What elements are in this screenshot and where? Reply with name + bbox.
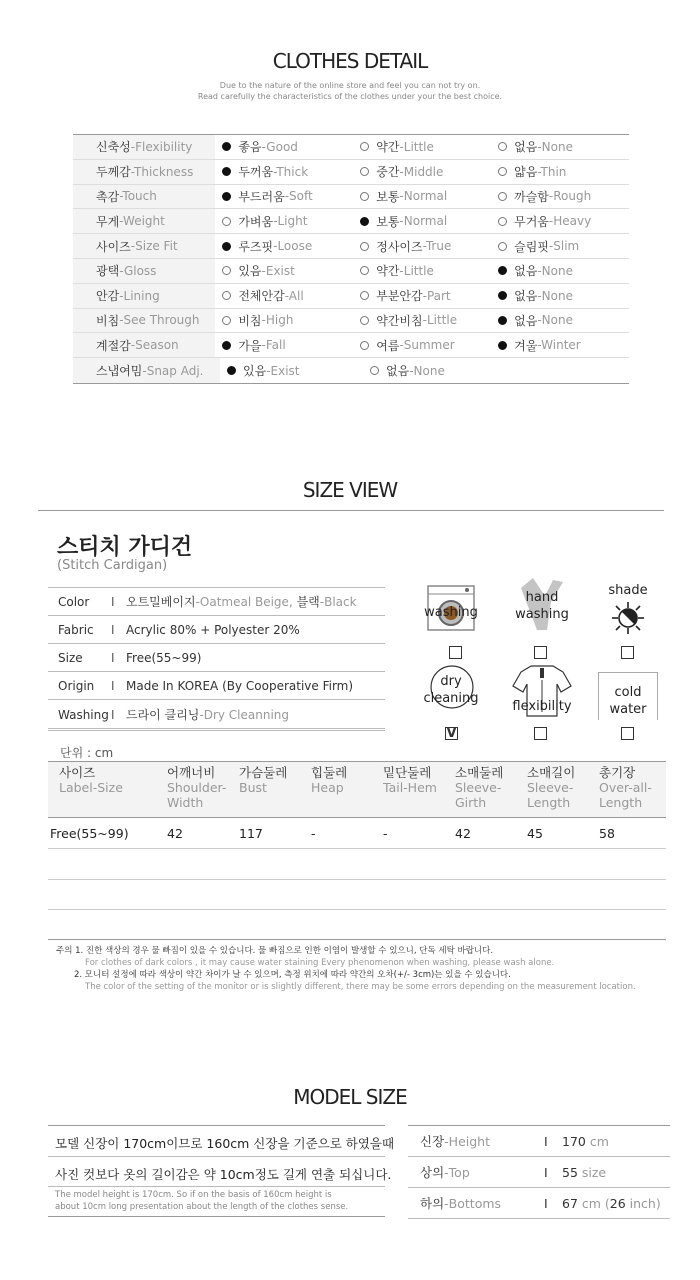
cold-water-checkbox[interactable] (621, 727, 634, 740)
model-size-row (408, 1126, 670, 1157)
detail-label-en: -Snap Adj. (142, 363, 204, 378)
detail-label-en: -Touch (119, 189, 157, 204)
detail-option (215, 213, 353, 230)
hand-washing-checkbox[interactable] (534, 646, 547, 659)
detail-option-ko: 비침 (238, 313, 262, 328)
hand-label-2: washing (515, 607, 569, 622)
detail-option (353, 262, 491, 279)
model-size-number: 67 (562, 1195, 578, 1211)
detail-option-ko: 약간 (376, 140, 400, 155)
shade-label: shade (608, 583, 648, 598)
empty-circle-icon (498, 242, 507, 251)
empty-circle-icon (360, 341, 369, 350)
size-header-en: Bust (239, 780, 267, 795)
detail-option (215, 238, 353, 255)
detail-option-en: -Little (399, 139, 434, 154)
detail-option-ko: 여름 (376, 338, 400, 353)
model-left-top (48, 1125, 385, 1126)
detail-option-ko: 루즈핏 (238, 239, 274, 254)
detail-option-en: -Exist (261, 263, 295, 278)
empty-circle-icon (498, 192, 507, 201)
detail-option (353, 138, 491, 155)
size-row-line-1 (48, 848, 666, 849)
info-separator: I (111, 650, 115, 665)
model-size-number-2: 26 (609, 1195, 626, 1211)
detail-option-en: -Soft (284, 189, 313, 204)
detail-option-en: -Light (273, 214, 308, 229)
info-key: Size (58, 650, 83, 665)
detail-option-en: -None (537, 288, 573, 303)
info-key: Color (58, 594, 90, 609)
detail-option-en: -Little (422, 313, 458, 328)
empty-circle-icon (360, 291, 369, 300)
detail-option-ko: 보통 (376, 214, 400, 229)
empty-circle-icon (370, 366, 379, 375)
detail-row (73, 234, 629, 259)
washing-checkbox[interactable] (449, 646, 462, 659)
detail-option-en: -None (537, 139, 573, 154)
info-value-ko: Acrylic 80% + Polyester 20% (126, 622, 300, 637)
empty-circle-icon (222, 291, 231, 300)
cold-label-2: water (609, 702, 647, 717)
info-value-en: -Oatmeal Beige, (195, 595, 297, 609)
empty-circle-icon (222, 217, 231, 226)
size-column-header (527, 765, 575, 810)
detail-option-ko: 부드러움 (238, 189, 285, 204)
detail-option-en: -Heavy (548, 214, 592, 229)
detail-option-en: -Exist (266, 363, 300, 378)
model-note-3b: about 10cm long presentation about the length of the clothes sense. (55, 1202, 349, 1212)
detail-row-label (73, 234, 215, 258)
model-note-3a: The model height is 170cm. So if on the basis of 160cm height is (55, 1190, 332, 1200)
detail-option (220, 362, 363, 379)
dry-label-1: dry (440, 674, 462, 689)
detail-option-ko: 무거움 (514, 214, 549, 229)
detail-row (73, 259, 629, 284)
size-header-bottom (48, 817, 666, 818)
size-header-en: Sleeve- Girth (455, 780, 502, 810)
detail-option-en: -Thick (273, 164, 309, 179)
detail-option (215, 138, 353, 155)
detail-option-ko: 부분안감 (376, 289, 423, 304)
info-separator: I (111, 594, 115, 609)
detail-row (73, 185, 629, 210)
size-table-bottom (48, 939, 666, 940)
selected-dot-icon (498, 341, 507, 350)
detail-row-label (73, 333, 215, 357)
detail-option-en: -Slim (548, 239, 580, 254)
selected-dot-icon (498, 291, 507, 300)
detail-option (491, 337, 629, 354)
model-size-row (408, 1188, 670, 1219)
selected-dot-icon (227, 366, 236, 375)
detail-option (215, 188, 353, 205)
note-2-en: The color of the setting of the monitor or is slightly different, there may be some errors depending on the measurement location. (85, 982, 636, 992)
detail-row-label (73, 160, 215, 184)
model-size-unit: cm ( (577, 1195, 610, 1211)
detail-label-ko: 무게 (96, 214, 120, 229)
detail-option-ko: 약간 (376, 264, 400, 279)
detail-label-en: -See Through (119, 313, 200, 328)
detail-option (491, 213, 629, 230)
info-row (48, 701, 385, 729)
detail-option-en: -Normal (399, 189, 448, 204)
info-row (48, 616, 385, 644)
model-size-row (408, 1157, 670, 1188)
flexibility-label: flexibility (512, 699, 572, 714)
info-value (126, 651, 201, 665)
model-size-separator: I (544, 1195, 548, 1211)
detail-option (491, 312, 629, 329)
selected-dot-icon (222, 192, 231, 201)
detail-option-ko: 있음 (238, 264, 262, 279)
empty-circle-icon (360, 242, 369, 251)
detail-option-ko: 있음 (243, 364, 267, 379)
selected-dot-icon (222, 242, 231, 251)
size-view-divider (38, 510, 664, 511)
shade-checkbox[interactable] (621, 646, 634, 659)
selected-dot-icon (360, 217, 369, 226)
info-value-en-2: -Black (319, 595, 357, 609)
empty-circle-icon (360, 142, 369, 151)
model-size-label-en: -Height (444, 1134, 490, 1149)
empty-circle-icon (222, 316, 231, 325)
detail-option-en: -Loose (273, 239, 313, 254)
detail-option (215, 163, 353, 180)
model-size-label (408, 1132, 544, 1150)
model-note-1: 모델 신장이 170cm이므로 160cm 신장을 기준으로 하였을때 (55, 1136, 395, 1151)
size-cell: 58 (599, 826, 615, 841)
empty-circle-icon (360, 316, 369, 325)
detail-option-ko: 중간 (376, 165, 400, 180)
selected-dot-icon (222, 142, 231, 151)
size-header-en: Label-Size (59, 780, 123, 795)
detail-option-en: -Normal (399, 214, 448, 229)
info-value-ko: Made In KOREA (By Cooperative Firm) (126, 678, 354, 693)
detail-option (215, 262, 353, 279)
detail-row-label (73, 284, 215, 308)
detail-option (353, 312, 491, 329)
detail-option-ko: 가벼움 (238, 214, 274, 229)
info-key: Origin (58, 678, 95, 693)
detail-option-en: -Winter (537, 338, 581, 353)
size-column-header (59, 765, 123, 795)
selected-dot-icon (222, 341, 231, 350)
detail-option-en: -Little (399, 263, 434, 278)
info-separator: I (111, 622, 115, 637)
detail-option-ko: 전체안감 (238, 289, 285, 304)
detail-option-ko: 없음 (514, 140, 538, 155)
model-size-value (562, 1165, 606, 1180)
detail-label-ko: 계절감 (96, 338, 131, 353)
info-value (126, 679, 353, 693)
detail-option (353, 238, 491, 255)
size-column-header (383, 765, 437, 795)
detail-option-en: -High (261, 313, 294, 328)
product-name-ko: 스티치 가디건 (57, 535, 193, 560)
note-1-en: For clothes of dark colors , it may cause water staining Every phenomenon when washing, please wash alone. (85, 958, 555, 968)
size-column-header (311, 765, 347, 795)
detail-row-label (73, 259, 215, 283)
detail-option-en: -Thin (537, 164, 567, 179)
info-separator: I (111, 678, 115, 693)
detail-option (491, 163, 629, 180)
size-cell: - (383, 826, 388, 841)
model-size-separator: I (544, 1164, 548, 1180)
info-key: Fabric (58, 622, 94, 637)
empty-circle-icon (498, 142, 507, 151)
info-value-en: -Dry Cleanning (199, 708, 290, 722)
info-key: Washing (58, 707, 109, 722)
detail-row-label (73, 358, 220, 383)
size-header-ko: 힙둘레 (311, 765, 348, 780)
detail-option-ko: 가을 (238, 338, 262, 353)
detail-row (73, 309, 629, 334)
detail-label-en: -Size Fit (130, 239, 178, 254)
selected-dot-icon (498, 316, 507, 325)
detail-option-ko: 없음 (386, 364, 410, 379)
model-size-title: MODEL SIZE (293, 1085, 407, 1109)
dry-cleaning-checkbox[interactable]: V (446, 726, 457, 741)
size-row-line-3 (48, 909, 666, 910)
model-size-label (408, 1194, 544, 1212)
info-separator: I (111, 707, 115, 722)
unit-label: 단위 : cm (60, 746, 114, 760)
empty-circle-icon (498, 217, 507, 226)
model-left-bottom (48, 1216, 385, 1217)
detail-option-en: -Good (261, 139, 298, 154)
empty-circle-icon (360, 192, 369, 201)
detail-option (353, 287, 491, 304)
size-column-header (167, 765, 226, 810)
detail-label-ko: 스냅여밈 (96, 364, 143, 379)
detail-label-en: -Weight (119, 214, 165, 229)
shade-sun-icon (606, 600, 650, 636)
model-size-unit: size (577, 1164, 607, 1180)
model-left-line-2 (48, 1186, 385, 1187)
model-size-value (562, 1196, 661, 1211)
detail-option (353, 163, 491, 180)
model-size-unit: cm (585, 1133, 609, 1149)
detail-option-en: -None (409, 363, 445, 378)
detail-option (491, 287, 629, 304)
model-size-number: 55 (562, 1164, 578, 1180)
detail-option-en: -Fall (261, 338, 286, 353)
info-row (48, 644, 385, 672)
detail-row (73, 160, 629, 185)
hand-label-1: hand (525, 590, 559, 605)
detail-option (353, 337, 491, 354)
model-size-unit-2: inch) (625, 1195, 661, 1211)
model-size-label-ko: 신장 (420, 1134, 445, 1149)
size-view-title: SIZE VIEW (302, 478, 398, 502)
note-1-ko: 주의 1. 진한 색상의 경우 물 빠짐이 있을 수 있습니다. 물 빠짐으로 인한 이염이 발생할 수 있으니, 단독 세탁 바랍니다. (56, 946, 494, 956)
empty-circle-icon (360, 167, 369, 176)
detail-option-ko: 슬림핏 (514, 239, 549, 254)
detail-option (491, 188, 629, 205)
detail-row (73, 284, 629, 309)
size-header-en: Sleeve- Length (527, 780, 574, 810)
detail-option (353, 188, 491, 205)
size-header-ko: 어깨너비 (167, 765, 216, 780)
detail-label-en: -Thickness (130, 164, 194, 179)
detail-option-ko: 정사이즈 (376, 239, 423, 254)
detail-option-en: -None (537, 313, 573, 328)
cold-label-1: cold (614, 685, 642, 700)
model-size-label-ko: 상의 (420, 1165, 445, 1180)
detail-option (491, 138, 629, 155)
size-cell: 42 (167, 826, 183, 841)
detail-option-en: -True (422, 239, 452, 254)
model-size-label-en: -Top (444, 1165, 470, 1180)
empty-circle-icon (360, 266, 369, 275)
clothes-detail-subtitle-1: Due to the nature of the online store and feel you can not try on. (219, 81, 481, 90)
info-bottom-line (48, 730, 385, 731)
detail-option (491, 238, 629, 255)
size-row-line-2 (48, 879, 666, 880)
info-value-ko: Free(55~99) (126, 650, 202, 665)
model-size-label-en: -Bottoms (444, 1196, 502, 1211)
model-size-number: 170 (562, 1133, 586, 1149)
info-value (126, 706, 289, 723)
clothes-detail-subtitle-2: Read carefully the characteristics of the clothes under your the best choice. (197, 92, 503, 101)
info-row (48, 672, 385, 700)
size-header-ko: 밑단둘레 (383, 765, 432, 780)
size-header-ko: 총기장 (599, 765, 636, 780)
detail-option-en: -Rough (548, 189, 592, 204)
detail-row (73, 135, 629, 160)
empty-circle-icon (222, 266, 231, 275)
info-value (126, 623, 300, 637)
detail-label-ko: 촉감 (96, 189, 120, 204)
model-size-label (408, 1163, 544, 1181)
detail-option (363, 362, 506, 379)
detail-label-ko: 광택 (96, 264, 120, 279)
empty-circle-icon (498, 167, 507, 176)
washing-label: washing (424, 605, 478, 620)
detail-row-label (73, 209, 215, 233)
detail-row (73, 358, 629, 383)
detail-label-ko: 신축성 (96, 140, 131, 155)
size-column-header (599, 765, 652, 810)
detail-option-ko: 까슬함 (514, 189, 549, 204)
note-2-ko: 2. 모니터 설정에 따라 색상이 약간 차이가 날 수 있으며, 측정 위치에 따라 약간의 오차(+/- 3cm)는 있을 수 있습니다. (74, 970, 511, 980)
selected-dot-icon (498, 266, 507, 275)
size-header-ko: 사이즈 (59, 765, 96, 780)
detail-option (215, 337, 353, 354)
size-header-en: Over-all- Length (599, 780, 652, 810)
size-column-header (239, 765, 287, 795)
info-value-ko: 드라이 클리닝 (126, 708, 200, 722)
detail-option-ko: 겨울 (514, 338, 538, 353)
size-cell: 117 (239, 826, 263, 841)
model-left-line-1 (48, 1156, 385, 1157)
size-header-ko: 가슴둘레 (239, 765, 288, 780)
detail-option-en: -All (284, 288, 304, 303)
detail-row-label (73, 185, 215, 209)
detail-label-ko: 두께감 (96, 165, 131, 180)
size-header-en: Tail-Hem (383, 780, 437, 795)
size-cell: Free(55~99) (50, 826, 129, 841)
detail-label-en: -Flexibility (130, 139, 193, 154)
detail-label-ko: 안감 (96, 289, 120, 304)
info-row (48, 588, 385, 616)
info-value-ko: 오트밀베이지 (126, 595, 196, 609)
flexibility-checkbox[interactable] (534, 727, 547, 740)
detail-option (215, 312, 353, 329)
size-header-en: Heap (311, 780, 344, 795)
detail-option (353, 213, 491, 230)
model-size-value (562, 1134, 609, 1149)
size-cell: - (311, 826, 316, 841)
detail-option-ko: 없음 (514, 289, 538, 304)
size-header-ko: 소매둘레 (455, 765, 504, 780)
detail-option-en: -Middle (399, 164, 444, 179)
detail-label-ko: 사이즈 (96, 239, 131, 254)
detail-label-en: -Gloss (119, 263, 157, 278)
detail-option-en: -Part (422, 288, 451, 303)
detail-option-ko: 약간비침 (376, 313, 423, 328)
info-value (126, 593, 357, 610)
detail-option-ko: 좋음 (238, 140, 262, 155)
size-header-ko: 소매길이 (527, 765, 576, 780)
detail-option-ko: 두꺼움 (238, 165, 274, 180)
size-column-header (455, 765, 503, 810)
detail-option-ko: 없음 (514, 313, 538, 328)
detail-option-ko: 보통 (376, 189, 400, 204)
detail-row-label (73, 309, 215, 333)
detail-option-ko: 없음 (514, 264, 538, 279)
info-value-ko-2: 블랙 (296, 595, 320, 609)
detail-row (73, 209, 629, 234)
selected-dot-icon (222, 167, 231, 176)
detail-label-en: -Season (130, 338, 179, 353)
detail-row-label (73, 135, 215, 159)
size-header-en: Shoulder- Width (167, 780, 227, 810)
size-cell: 45 (527, 826, 543, 841)
product-name-en: (Stitch Cardigan) (57, 558, 168, 573)
model-note-2: 사진 컷보다 옷의 길이감은 약 10cm정도 길게 연출 되십니다. (55, 1167, 392, 1182)
detail-row (73, 333, 629, 358)
detail-option (491, 262, 629, 279)
dry-label-2: cleaning (423, 691, 479, 706)
model-size-label-ko: 하의 (420, 1196, 445, 1211)
model-size-separator: I (544, 1133, 548, 1149)
detail-option-ko: 얇음 (514, 165, 538, 180)
detail-label-ko: 비침 (96, 313, 120, 328)
clothes-detail-table (73, 134, 629, 384)
detail-label-en: -Lining (119, 288, 160, 303)
detail-option-en: -Summer (399, 338, 455, 353)
size-cell: 42 (455, 826, 471, 841)
detail-option (215, 287, 353, 304)
clothes-detail-title: CLOTHES DETAIL (272, 49, 428, 73)
detail-option-en: -None (537, 263, 573, 278)
